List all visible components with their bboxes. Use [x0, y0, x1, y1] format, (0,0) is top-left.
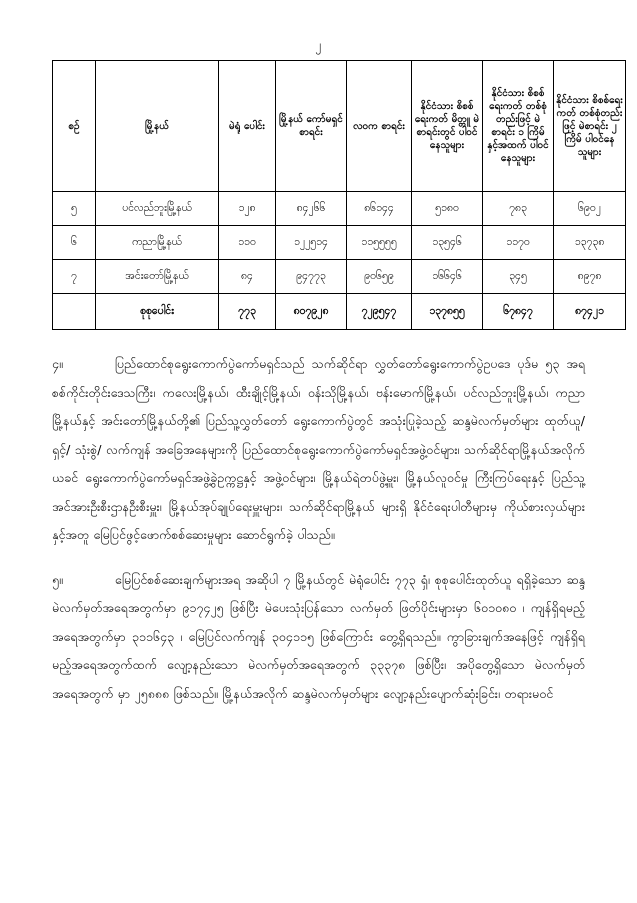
cell-total-commission-list: ၈၀၇၉၂၈ [276, 294, 347, 330]
cell-serial: ၇ [53, 260, 96, 294]
body-text [52, 350, 585, 708]
column-header-polling-stations: မဲရုံ ပေါင်း [219, 61, 276, 192]
paragraph-5-text: မြေပြင်စစ်ဆေးချက်များအရ အဆိုပါ ၇ မြို့နယ်တွင် မဲရုံပေါင်း ၇၇၃ ရှံ၊ စုစုပေါင်းထုတ်ယူ ရရှိခဲ့သော ဆန္ဒမဲလက်မှတ်အရေအတွက်မှာ ၉၁၇၄၂၅ ဖြစ်ပြီး မဲပေးသုံးပြန်သော လက်မှတ် ဖြတ်ပိုင်းများမှာ ၆၀၁၀၈၀ ၊ ကျန်ရှိရမည့်အရေအတွက်မှာ ၃၁၁၆၄၃ ၊ မြေပြင်လက်ကျန် ၃၀၄၁၁၅ ဖြစ်ကြောင်း တွေ့ရှိရသည်။ ကွာခြားချက်အနေဖြင့် ကျန်ရှိရမည့်အရေအတွက်ထက် လျော့နည်းသော မဲလက်မှတ်အရေအတွက် ၃၃၃၇၈ ဖြစ်ပြီး၊ အပိုတွေ့ရှိသော မဲလက်မှတ်အရေအတွက် မှာ ၂၅၈၈၈ ဖြစ်သည်။ မြို့နယ်အလိုက် ဆန္ဒမဲလက်မှတ်များ လျော့နည်းပျောက်ဆုံးခြင်း၊ တရားမဝင် [52, 571, 585, 701]
table-row [53, 226, 626, 260]
cell-same-id-two-times: ၆၉၀၂ [554, 192, 626, 226]
column-header-commission-list: မြို့နယ် ကော်မရှင် စာရင်း [276, 61, 347, 192]
paragraph-4-number: ၄။ [52, 356, 63, 371]
cell-township: အင်းတော်မြို့နယ် [96, 260, 219, 294]
cell-total-immigration-list: ၇၂၉၅၄၇ [347, 294, 412, 330]
cell-commission-list: ၁၂၂၅၁၄ [276, 226, 347, 260]
cell-immigration-list: ၁၁၅၅၅၅ [347, 226, 412, 260]
cell-serial: ၆ [53, 226, 96, 260]
column-header-same-id-one-or-more: နိုင်ငံသား စိစစ်ရေးကတ် တစ်စုံတည်းဖြင့် မဲစာရင်း ၁ ကြိမ် နှင့်အထက် ပါဝင်နေသူများ [483, 61, 554, 192]
paragraph-4-text: ပြည်ထောင်စုရွေးကောက်ပွဲကော်မရှင်သည် သက်ဆိုင်ရာ လွှတ်တော်ရွေးကောက်ပွဲဥပဒေ ပုဒ်မ ၅၃ အရ စစ်ကိုင်းတိုင်းဒေသကြီး၊ ကလေးမြို့နယ်၊ ထီးချိုင့်မြို့နယ်၊ ဝန်းသိုမြို့နယ်၊ ဗန်းမောက်မြို့နယ်၊ ပင်လည်ဘူးမြို့နယ်၊ ကညာမြို့နယ်နှင့် အင်းတော်မြို့နယ်တို့၏ ပြည်သူ့လွှတ်တော် ရွေးကောက်ပွဲတွင် အသုံးပြုခဲ့သည့် ဆန္ဒမဲလက်မှတ်များ ထုတ်ယူ/ ရှင့်/ သုံးစွဲ/ လက်ကျန် အခြေအနေများကို ပြည်ထောင်စုရွေးကောက်ပွဲကော်မရှင်အဖွဲ့ဝင်များ၊ သက်ဆိုင်ရာမြို့နယ်အလိုက် ယခင် ရွေးကောက်ပွဲကော်မရှင်အဖွဲ့ခွဲဥက္ကဋ္ဌနှင့် အဖွဲ့ဝင်များ၊ မြို့နယ်ရဲတပ်ဖွဲ့မှူး၊ မြို့နယ်လူဝင်မှု ကြီးကြပ်ရေးနှင့် ပြည်သူ့အင်အားဦးစီးဌာနဦးစီးမှူး၊ မြို့နယ်အုပ်ချုပ်ရေးမှူးများ၊ သက်ဆိုင်ရာမြို့နယ် များရှိ နိုင်ငံရေးပါတီများမှ ကိုယ်စားလှယ်များနှင့်အတူ မြေပြင်ဖွင့်ဖောက်စစ်ဆေးမှုများ ဆောင်ရွက်ခဲ့ ပါသည်။ [52, 356, 585, 542]
table-header [53, 61, 626, 192]
table-total-row [53, 294, 626, 330]
cell-same-id-two-times: ၈၉၇၈ [554, 260, 626, 294]
cell-total-label: စုစုပေါင်း [96, 294, 219, 330]
table-body [53, 192, 626, 330]
cell-immigration-list: ၈၆၁၄၄ [347, 192, 412, 226]
cell-total-serial [53, 294, 96, 330]
cell-polling-stations: ၁၂၈ [219, 192, 276, 226]
column-header-same-id-two-times: နိုင်ငံသား စိစစ်ရေးကတ် တစ်စုံတည်းဖြင့် မဲစာရင်း ၂ ကြိမ် ပါဝင်နေသူများ [554, 61, 626, 192]
cell-total-duplicate-id-copy: ၁၃၇၈၅၅ [412, 294, 483, 330]
cell-township: ပင်လည်ဘူးမြို့နယ် [96, 192, 219, 226]
cell-immigration-list: ၉၀၆၅၉ [347, 260, 412, 294]
column-header-serial: စဉ် [53, 61, 96, 192]
table-row [53, 260, 626, 294]
cell-total-same-id-two-times: ၈၇၄၂၁ [554, 294, 626, 330]
cell-duplicate-id-copy: ၁၆၆၄၆ [412, 260, 483, 294]
cell-polling-stations: ၁၁၀ [219, 226, 276, 260]
election-summary-table [52, 60, 626, 330]
cell-serial: ၅ [53, 192, 96, 226]
cell-total-same-id-one-or-more: ၆၇၈၄၇ [483, 294, 554, 330]
cell-duplicate-id-copy: ၁၃၅၄၆ [412, 226, 483, 260]
page-number: ၂ [315, 38, 322, 52]
paragraph-5-number: ၅။ [52, 571, 63, 587]
cell-same-id-two-times: ၁၃၇၃၈ [554, 226, 626, 260]
cell-polling-stations: ၈၄ [219, 260, 276, 294]
paragraph-4 [52, 350, 585, 550]
column-header-duplicate-id-copy: နိုင်ငံသား စိစစ်ရေးကတ် မိတ္တူ မဲစာရင်းတွင် ပါဝင်နေသူများ [412, 61, 483, 192]
cell-same-id-one-or-more: ၇၈၃ [483, 192, 554, 226]
column-header-immigration-list: လ၀က စာရင်း [347, 61, 412, 192]
table-header-row [53, 61, 626, 192]
table-row [53, 192, 626, 226]
column-header-township: မြို့နယ် [96, 61, 219, 192]
cell-township: ကညာမြို့နယ် [96, 226, 219, 260]
cell-commission-list: ၈၄၂၆၆ [276, 192, 347, 226]
cell-same-id-one-or-more: ၁၁၇၀ [483, 226, 554, 260]
cell-duplicate-id-copy: ၅၁၈၀ [412, 192, 483, 226]
paragraph-5 [52, 566, 585, 709]
cell-commission-list: ၉၄၇၇၃ [276, 260, 347, 294]
cell-same-id-one-or-more: ၃၄၅ [483, 260, 554, 294]
cell-total-polling-stations: ၇၇၃ [219, 294, 276, 330]
